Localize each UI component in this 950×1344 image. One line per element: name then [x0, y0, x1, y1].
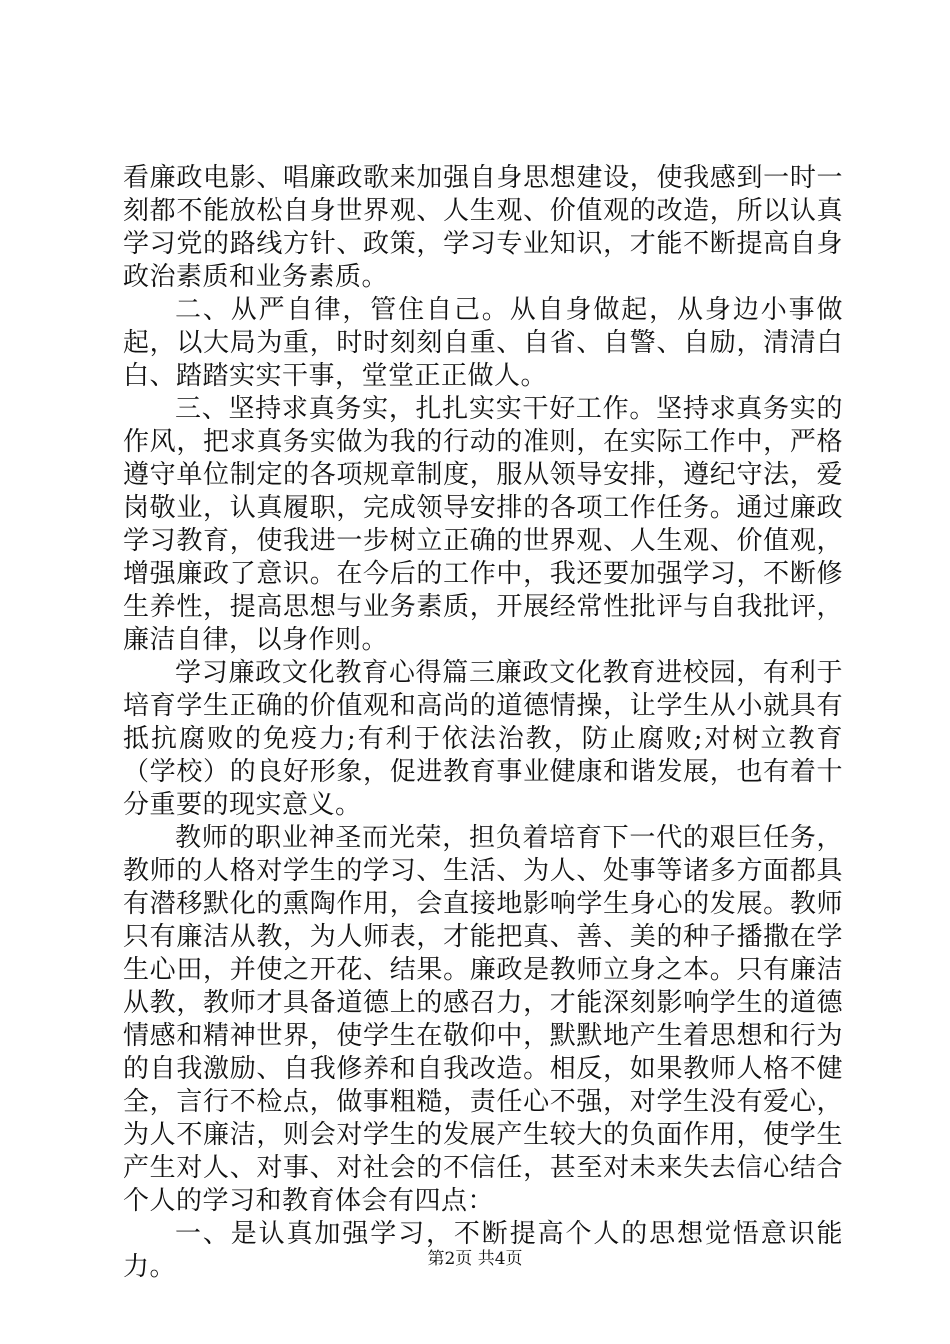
paragraph-self-discipline: 二、从严自律，管住自己。从自身做起，从身边小事做起，以大局为重，时时刻刻自重、自省、自警、自励，清清白白、踏踏实实干事，堂堂正正做人。: [123, 295, 843, 391]
paragraph-teacher-profession: 教师的职业神圣而光荣，担负着培育下一代的艰巨任务，教师的人格对学生的学习、生活、为人、处事等诸多方面都具有潜移默化的熏陶作用，会直接地影响学生身心的发展。教师只有廉洁从教，为人师表，才能把真、善、美的种子播撒在学生心田，并使之开花、结果。廉政是教师立身之本。只有廉洁从教，教师才具备道德上的感召力，才能深刻影响学生的道德情感和精神世界，使学生在敬仰中，默默地产生着思想和行为的自我激励、自我修养和自我改造。相反，如果教师人格不健全，言行不检点，做事粗糙，责任心不强，对学生没有爱心，为人不廉洁，则会对学生的发展产生较大的负面作用，使学生产生对人、对事、对社会的不信任，甚至对未来失去信心结合个人的学习和教育体会有四点：: [123, 823, 843, 1216]
document-body: [123, 162, 843, 1284]
paragraph-point-one: 一、是认真加强学习，不断提高个人的思想觉悟意识能力。: [123, 1219, 843, 1282]
paragraph-practical-work: 三、坚持求真务实，扎扎实实干好工作。坚持求真务实的作风，把求真务实做为我的行动的准则，在实际工作中，严格遵守单位制定的各项规章制度，服从领导安排，遵纪守法，爱岗敬业，认真履职，完成领导安排的各项工作任务。通过廉政学习教育，使我进一步树立正确的世界观、人生观、价值观，增强廉政了意识。在今后的工作中，我还要加强学习，不断修生养性，提高思想与业务素质，开展经常性批评与自我批评，廉洁自律，以身作则。: [123, 394, 843, 655]
paragraph-continuation: 看廉政电影、唱廉政歌来加强自身思想建设，使我感到一时一刻都不能放松自身世界观、人生观、价值观的改造，所以认真学习党的路线方针、政策，学习专业知识，才能不断提高自身政治素质和业务素质。: [123, 163, 843, 292]
page-number-footer: 第2页 共4页: [427, 1249, 523, 1269]
paragraph-essay-three: 学习廉政文化教育心得篇三廉政文化教育进校园，有利于培育学生正确的价值观和高尚的道德情操，让学生从小就具有抵抗腐败的免疫力;有利于依法治教，防止腐败;对树立教育（学校）的良好形象，促进教育事业健康和谐发展，也有着十分重要的现实意义。: [123, 658, 843, 820]
